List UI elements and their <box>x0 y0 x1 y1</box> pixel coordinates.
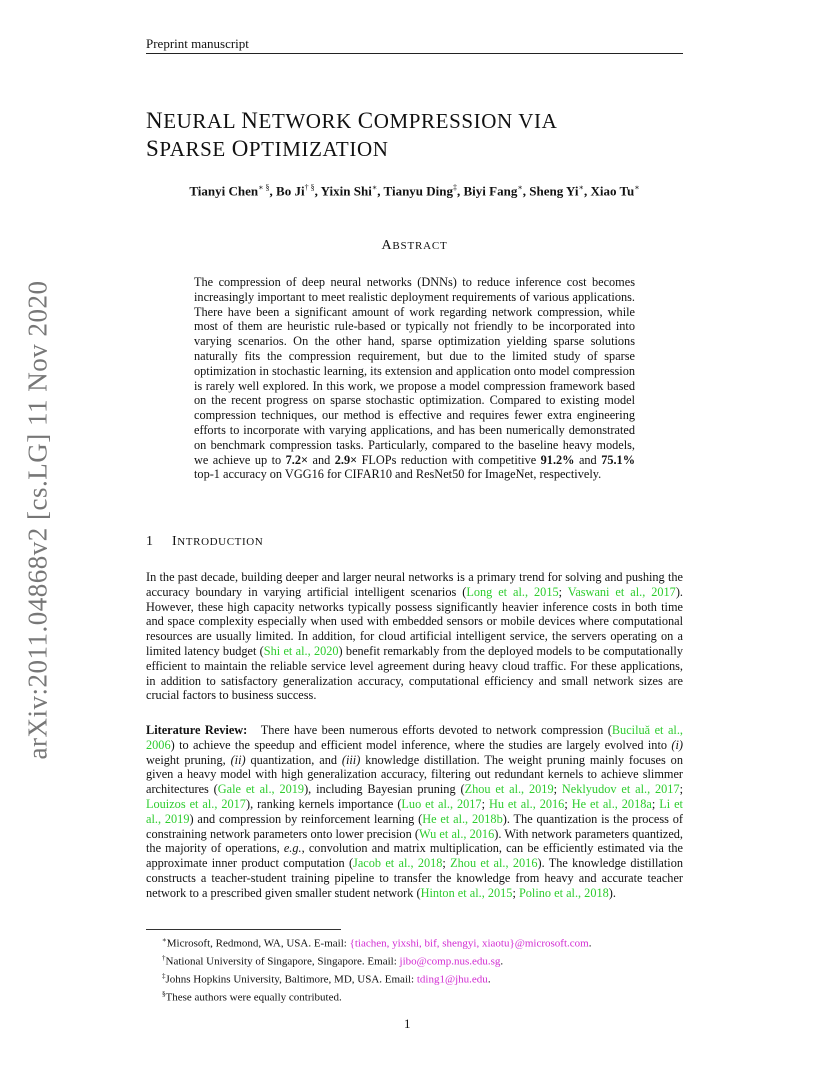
citation-link[interactable]: Louizos et al., 2017 <box>146 796 246 811</box>
emphasis-text: (ii) <box>230 752 246 767</box>
citation-link[interactable]: Zhou et al., 2019 <box>464 782 554 797</box>
citation-link[interactable]: Vaswani et al., 2017 <box>567 584 676 599</box>
citation-link[interactable]: Long et al., 2015 <box>466 584 559 599</box>
citation-link[interactable]: Jacob et al., 2018 <box>353 856 443 871</box>
author-name: Sheng Yi <box>529 183 579 199</box>
citation-link[interactable]: Luo et al., 2017 <box>401 796 482 811</box>
abstract-heading: ABSTRACT <box>381 238 448 253</box>
title-line-2: SPARSE OPTIMIZATION <box>146 136 389 161</box>
citation-link[interactable]: Gale et al., 2019 <box>217 782 305 797</box>
footnote-mark: § <box>162 990 166 999</box>
running-header: Preprint manuscript <box>146 36 249 51</box>
citation-link[interactable]: Hu et al., 2016 <box>488 796 565 811</box>
citation-link[interactable]: Neklyudov et al., 2017 <box>561 782 680 797</box>
literature-review-label: Literature Review: <box>146 723 248 737</box>
page-number: 1 <box>404 1016 411 1031</box>
footnote-mark: ‡ <box>162 972 166 981</box>
emphasis-text: (iii) <box>341 752 361 767</box>
footnote-rule <box>146 929 341 930</box>
author-affiliation-mark: ∗ <box>578 183 584 192</box>
author-name: Tianyu Ding <box>383 183 454 199</box>
citation-link[interactable]: Polino et al., 2018 <box>518 885 609 900</box>
author-affiliation-mark: ∗ <box>517 183 523 192</box>
footnote-item: †National University of Singapore, Singapore. Email: jibo@comp.nus.edu.sg. <box>162 954 504 968</box>
author-affiliation-mark: † § <box>304 183 315 192</box>
email-link[interactable]: tding1@jhu.edu <box>416 973 488 986</box>
footnote-mark: † <box>162 954 166 963</box>
citation-link[interactable]: Hinton et al., 2015 <box>420 885 513 900</box>
author-affiliation-mark: ∗ <box>371 183 378 192</box>
author-affiliation-mark: ∗ <box>634 183 640 192</box>
author-name: Tianyi Chen <box>189 183 259 199</box>
footnote-item: ‡Johns Hopkins University, Baltimore, MD, USA. Email: tding1@jhu.edu. <box>162 972 491 986</box>
author-name: Bo Ji <box>276 183 305 199</box>
intro-paragraph-1: In the past decade, building deeper and larger neural networks is a primary trend for solving and pushing the accuracy boundary in varying artificial intelligent scenarios (Long et al., 2015; Vaswani et al., 2017). However, these high capacity networks typically possess significantly heavier inference costs in both time and space complexity especially when used with embedded sensors or mobile devices where computational resources are usually limited. In addition, for cloud artificial intelligent service, the servers operating on a limited latency budget (Shi et al., 2020) benefit remarkably from the deployed models to be computationally efficient to maintain the reliable service level agreement during heavy cloud traffic. For these applications, in addition to satisfactory generalization accuracy, computational efficiency and small network sizes are crucial factors to business success. <box>146 570 683 703</box>
citation-link[interactable]: Zhou et al., 2016 <box>450 856 538 871</box>
citation-link[interactable]: Wu et al., 2016 <box>419 826 495 841</box>
literature-review-paragraph: Literature Review: There have been numerous efforts devoted to network compression (Buciluǎ et al., 2006) to achieve the speedup and efficient model inference, where the studies are largely evolved into (i) weight pruning, (ii) quantization, and (iii) knowledge distillation. The weight pruning mainly focuses on given a heavy model with high generalization accuracy, filtering out redundant kernels to achieve slimmer architectures (Gale et al., 2019), including Bayesian pruning (Zhou et al., 2019; Neklyudov et al., 2017; Louizos et al., 2017), ranking kernels importance (Luo et al., 2017; Hu et al., 2016; He et al., 2018a; Li et al., 2019) and compression by reinforcement learning (He et al., 2018b). The quantization is the process of constraining network parameters onto lower precision (Wu et al., 2016). With network parameters quantized, the majority of operations, e.g., convolution and matrix multiplication, can be efficiently estimated via the approximate inner product computation (Jacob et al., 2018; Zhou et al., 2016). The knowledge distillation constructs a teacher-student training pipeline to transfer the knowledge from heavy and accurate teacher network to a prescribed given smaller student network (Hinton et al., 2015; Polino et al., 2018). <box>146 723 684 900</box>
author-name: Xiao Tu <box>590 183 635 199</box>
author-affiliation-mark: ‡ <box>453 183 458 192</box>
citation-link[interactable]: He et al., 2018b <box>422 811 503 826</box>
citation-link[interactable]: Shi et al., 2020 <box>263 643 339 658</box>
author-list: Tianyi Chen∗ §, Bo Ji† §, Yixin Shi∗, Tianyu Ding‡, Biyi Fang∗, Sheng Yi∗, Xiao Tu∗ <box>189 183 640 199</box>
emphasis-text: e.g. <box>283 841 302 856</box>
email-link[interactable]: jibo@comp.nus.edu.sg <box>399 955 501 968</box>
citation-link[interactable]: Buciluǎ et al., 2006 <box>146 723 683 752</box>
title-line-1: NEURAL NETWORK COMPRESSION VIA <box>146 108 558 133</box>
email-link[interactable]: {tiachen, yixshi, bif, shengyi, xiaotu}@microsoft.com <box>349 937 589 950</box>
emphasis-text: (i) <box>671 737 683 752</box>
footnote-mark: ∗ <box>162 936 167 944</box>
footnote-item: ∗Microsoft, Redmond, WA, USA. E-mail: {tiachen, yixshi, bif, shengyi, xiaotu}@microsoft.com. <box>162 936 592 950</box>
citation-link[interactable]: Li et al., 2019 <box>146 796 683 826</box>
arxiv-stamp-text: arXiv:2011.04868v2 [cs.LG] 11 Nov 2020 <box>22 280 53 760</box>
section-heading-introduction: 1 INTRODUCTION <box>146 534 264 549</box>
author-name: Biyi Fang <box>463 183 518 199</box>
header-rule <box>146 53 683 54</box>
footnotes <box>146 933 683 1006</box>
author-name: Yixin Shi <box>320 183 372 199</box>
citation-link[interactable]: He et al., 2018a <box>571 796 652 811</box>
abstract-body: The compression of deep neural networks (DNNs) to reduce inference cost becomes increasingly important to meet realistic deployment requirements of various applications. There have been a significant amount of work regarding network compression, while most of them are heuristic rule-based or typically not friendly to be incorporated into varying scenarios. On the other hand, sparse optimization yielding sparse solutions naturally fits the compression requirement, but due to the limited study of sparse optimization in stochastic learning, its extension and application onto model compression is rarely well explored. In this work, we propose a model compression framework based on the recent progress on sparse stochastic optimization. Compared to existing model compression techniques, our method is effective and requires fewer extra engineering efforts to incorporate with varying applications, and has been numerically demonstrated on benchmark compression tasks. Particularly, compared to the baseline heavy models, we achieve up to 7.2× and 2.9× FLOPs reduction with competitive 91.2% and 75.1% top-1 accuracy on VGG16 for CIFAR10 and ResNet50 for ImageNet, respectively. <box>194 275 636 482</box>
paper-title <box>146 107 557 163</box>
footnote-item: §These authors were equally contributed. <box>162 990 342 1005</box>
arxiv-side-stamp[interactable] <box>18 280 58 760</box>
author-affiliation-mark: ∗ § <box>258 183 270 192</box>
